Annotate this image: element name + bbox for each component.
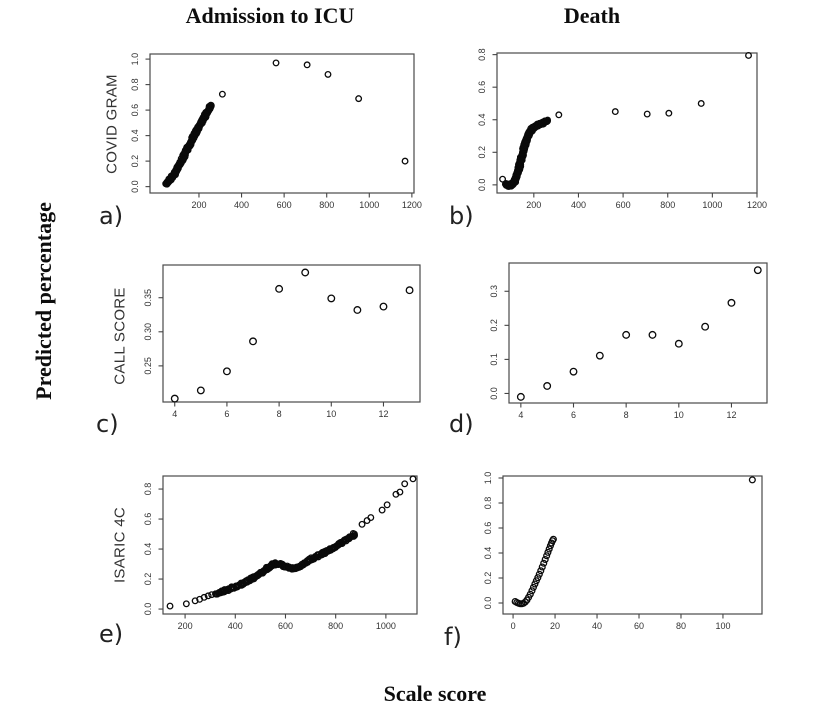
svg-text:0.2: 0.2 xyxy=(130,154,140,168)
svg-text:0.4: 0.4 xyxy=(143,542,153,556)
svg-text:100: 100 xyxy=(715,621,731,631)
svg-text:8: 8 xyxy=(276,409,282,419)
svg-text:800: 800 xyxy=(328,621,344,631)
panel-letter-b: b) xyxy=(449,202,474,230)
x-axis-super-label: Scale score xyxy=(383,681,487,706)
svg-text:0.6: 0.6 xyxy=(143,512,153,526)
panel-letter-c: c) xyxy=(96,410,119,438)
svg-text:1000: 1000 xyxy=(359,200,380,210)
panel-f-scatter xyxy=(459,465,774,644)
column-title-admission-icu: Admission to ICU xyxy=(185,3,355,28)
svg-text:0.30: 0.30 xyxy=(143,323,153,341)
panel-a-scatter xyxy=(103,43,426,223)
row-label-covid-gram: COVID GRAM xyxy=(103,74,121,174)
svg-text:0.2: 0.2 xyxy=(143,572,153,586)
svg-text:10: 10 xyxy=(673,410,684,420)
svg-text:0.3: 0.3 xyxy=(489,285,499,298)
y-axis-super-label: Predicted percentage xyxy=(31,202,56,400)
row-label-call-score: CALL SCORE xyxy=(111,287,129,385)
svg-text:0.0: 0.0 xyxy=(477,178,487,192)
svg-text:800: 800 xyxy=(660,200,676,210)
svg-text:60: 60 xyxy=(633,621,645,631)
svg-text:40: 40 xyxy=(592,621,603,631)
svg-text:0.25: 0.25 xyxy=(143,357,153,375)
svg-text:0.35: 0.35 xyxy=(143,288,153,307)
svg-text:0.2: 0.2 xyxy=(483,571,493,585)
panel-letter-e: e) xyxy=(99,620,124,648)
svg-text:0.4: 0.4 xyxy=(477,113,487,127)
svg-text:0.6: 0.6 xyxy=(477,80,487,94)
svg-text:600: 600 xyxy=(615,200,631,210)
svg-text:0.0: 0.0 xyxy=(130,180,140,193)
svg-text:0.8: 0.8 xyxy=(143,482,153,496)
svg-text:400: 400 xyxy=(227,621,243,631)
panel-letter-d: d) xyxy=(449,410,474,438)
panel-d-scatter xyxy=(465,252,779,433)
svg-text:0.0: 0.0 xyxy=(143,602,153,616)
panel-b-scatter xyxy=(453,42,769,223)
svg-text:400: 400 xyxy=(234,200,250,210)
svg-text:0: 0 xyxy=(510,621,516,631)
svg-text:6: 6 xyxy=(570,410,577,420)
svg-text:20: 20 xyxy=(550,621,561,631)
svg-text:800: 800 xyxy=(319,200,335,210)
svg-text:0.6: 0.6 xyxy=(130,103,140,117)
svg-text:1.0: 1.0 xyxy=(130,52,140,66)
svg-text:200: 200 xyxy=(526,200,542,210)
svg-text:8: 8 xyxy=(623,410,629,420)
svg-text:0.4: 0.4 xyxy=(130,129,140,142)
svg-text:10: 10 xyxy=(326,409,337,419)
svg-text:4: 4 xyxy=(518,410,524,420)
svg-text:0.4: 0.4 xyxy=(483,546,493,560)
svg-text:600: 600 xyxy=(277,621,293,631)
svg-text:0.8: 0.8 xyxy=(483,496,493,510)
svg-text:400: 400 xyxy=(570,200,586,210)
svg-text:1200: 1200 xyxy=(746,200,768,210)
svg-text:6: 6 xyxy=(224,409,230,419)
svg-text:80: 80 xyxy=(675,621,686,631)
svg-text:0.8: 0.8 xyxy=(130,78,140,91)
svg-text:1200: 1200 xyxy=(401,200,422,210)
svg-text:1000: 1000 xyxy=(702,200,723,210)
panel-letter-a: a) xyxy=(99,202,124,230)
row-label-isaric-4c: ISARIC 4C xyxy=(111,506,129,584)
svg-text:0.2: 0.2 xyxy=(477,146,487,159)
svg-text:12: 12 xyxy=(378,409,389,419)
svg-text:600: 600 xyxy=(276,200,292,210)
svg-text:0.0: 0.0 xyxy=(483,596,493,610)
panel-letter-f: f) xyxy=(444,623,462,651)
svg-text:4: 4 xyxy=(172,409,178,419)
svg-text:12: 12 xyxy=(726,410,737,420)
panel-c-scatter xyxy=(119,254,432,432)
svg-text:0.6: 0.6 xyxy=(483,521,493,535)
column-title-death: Death xyxy=(563,3,621,28)
svg-text:0.0: 0.0 xyxy=(489,387,499,400)
panel-e-scatter xyxy=(119,465,429,644)
svg-text:200: 200 xyxy=(177,621,193,631)
svg-text:200: 200 xyxy=(191,200,207,210)
svg-text:0.2: 0.2 xyxy=(489,319,499,332)
svg-text:1000: 1000 xyxy=(375,621,396,631)
svg-text:0.8: 0.8 xyxy=(477,48,487,61)
svg-text:0.1: 0.1 xyxy=(489,353,499,366)
svg-text:1.0: 1.0 xyxy=(483,471,493,485)
